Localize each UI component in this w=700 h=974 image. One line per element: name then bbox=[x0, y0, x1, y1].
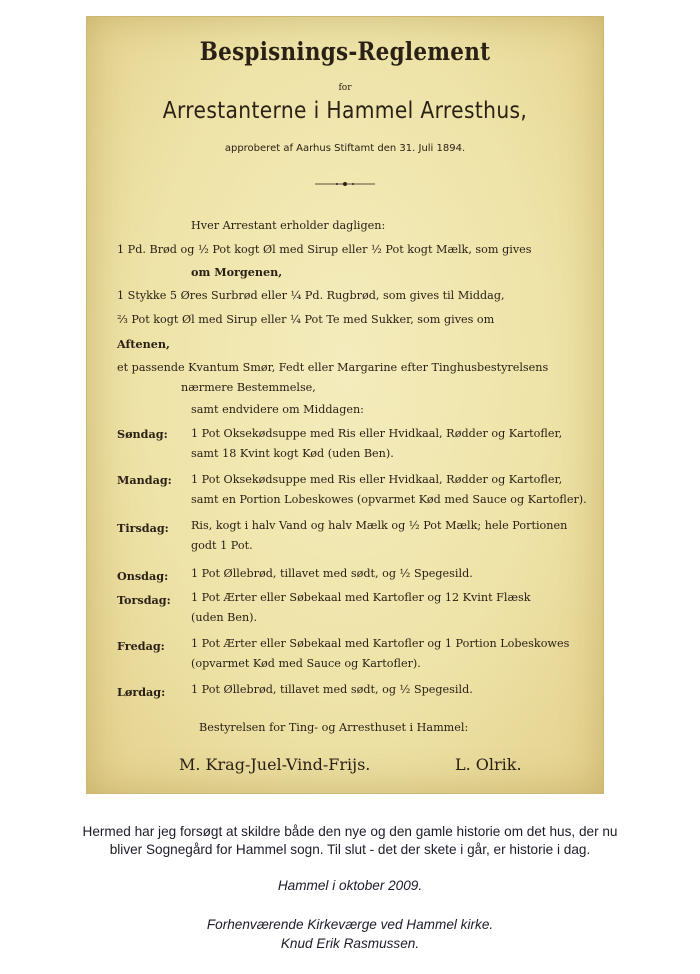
day-text: 1 Pot Ærter eller Søbekaal med Kartofler og 1 Portion Lobeskowes bbox=[191, 637, 570, 650]
rule-line: Aftenen, bbox=[117, 337, 170, 351]
board-line: Bestyrelsen for Ting- og Arresthuset i Hammel: bbox=[199, 721, 469, 734]
day-label: Søndag: bbox=[117, 427, 168, 441]
rule-line: om Morgenen, bbox=[191, 265, 283, 279]
caption-line-1: Hermed har jeg forsøgt at skildre både den nye og den gamle historie om det hus, der nu bbox=[82, 824, 618, 839]
rule-line: nærmere Bestemmelse, bbox=[181, 381, 316, 394]
document-for: for bbox=[338, 83, 352, 93]
intro-line bbox=[191, 219, 385, 233]
day-text: 1 Pot Ærter eller Søbekaal med Kartofler og 12 Kvint Flæsk bbox=[191, 591, 531, 604]
regulation-document bbox=[86, 16, 604, 794]
caption-role: Forhenværende Kirkeværge ved Hammel kirke. bbox=[206, 917, 494, 932]
day-label: Onsdag: bbox=[117, 569, 169, 583]
caption-name: Knud Erik Rasmussen. bbox=[280, 936, 420, 951]
day-label: Tirsdag: bbox=[117, 521, 169, 535]
day-text: 1 Pot Oksekødsuppe med Ris eller Hvidkaal, Rødder og Kartofler, bbox=[191, 473, 563, 486]
day-label: Mandag: bbox=[117, 473, 172, 487]
day-text: (uden Ben). bbox=[191, 611, 258, 624]
day-text: godt 1 Pot. bbox=[191, 539, 253, 552]
document-title: Bespisnings-Reglement bbox=[199, 37, 491, 66]
intro-text: Hver Arrestant erholder dagligen: bbox=[191, 219, 386, 232]
day-label: Fredag: bbox=[117, 639, 165, 653]
signature-left: M. Krag-Juel-Vind-Frijs. bbox=[179, 755, 371, 774]
caption-place-date: Hammel i oktober 2009. bbox=[277, 878, 423, 893]
day-text: samt en Portion Lobeskowes (opvarmet Kød med Sauce og Kartofler). bbox=[191, 493, 587, 506]
rule-line: 1 Stykke 5 Øres Surbrød eller ¼ Pd. Rugbrød, som gives til Middag, bbox=[117, 289, 505, 302]
day-label: Lørdag: bbox=[117, 685, 166, 699]
caption-line-2: bliver Sognegård for Hammel sogn. Til slut - det der skete i går, er historie i dag. bbox=[109, 842, 591, 857]
day-text: 1 Pot Øllebrød, tillavet med sødt, og ½ Spegesild. bbox=[191, 683, 473, 696]
approval-line: approberet af Aarhus Stiftamt den 31. Juli 1894. bbox=[224, 143, 466, 154]
day-text: samt 18 Kvint kogt Kød (uden Ben). bbox=[191, 447, 394, 460]
ornament-divider bbox=[315, 181, 375, 187]
document-subtitle: Arrestanterne i Hammel Arresthus, bbox=[162, 98, 528, 124]
signature-right: L. Olrik. bbox=[455, 755, 522, 774]
day-label: Torsdag: bbox=[117, 593, 171, 607]
day-text: Ris, kogt i halv Vand og halv Mælk og ½ Pot Mælk; hele Portionen bbox=[191, 519, 568, 532]
rule-line: ⅔ Pot kogt Øl med Sirup eller ¼ Pot Te med Sukker, som gives om bbox=[117, 313, 495, 326]
day-text: 1 Pot Øllebrød, tillavet med sødt, og ½ Spegesild. bbox=[191, 567, 473, 580]
rule-line: samt endvidere om Middagen: bbox=[191, 403, 364, 416]
day-text: 1 Pot Oksekødsuppe med Ris eller Hvidkaal, Rødder og Kartofler, bbox=[191, 427, 563, 440]
rule-line: et passende Kvantum Smør, Fedt eller Margarine efter Tinghusbestyrelsens bbox=[117, 361, 549, 374]
day-text: (opvarmet Kød med Sauce og Kartofler). bbox=[191, 657, 421, 670]
rule-line: 1 Pd. Brød og ½ Pot kogt Øl med Sirup eller ½ Pot kogt Mælk, som gives bbox=[117, 243, 532, 256]
